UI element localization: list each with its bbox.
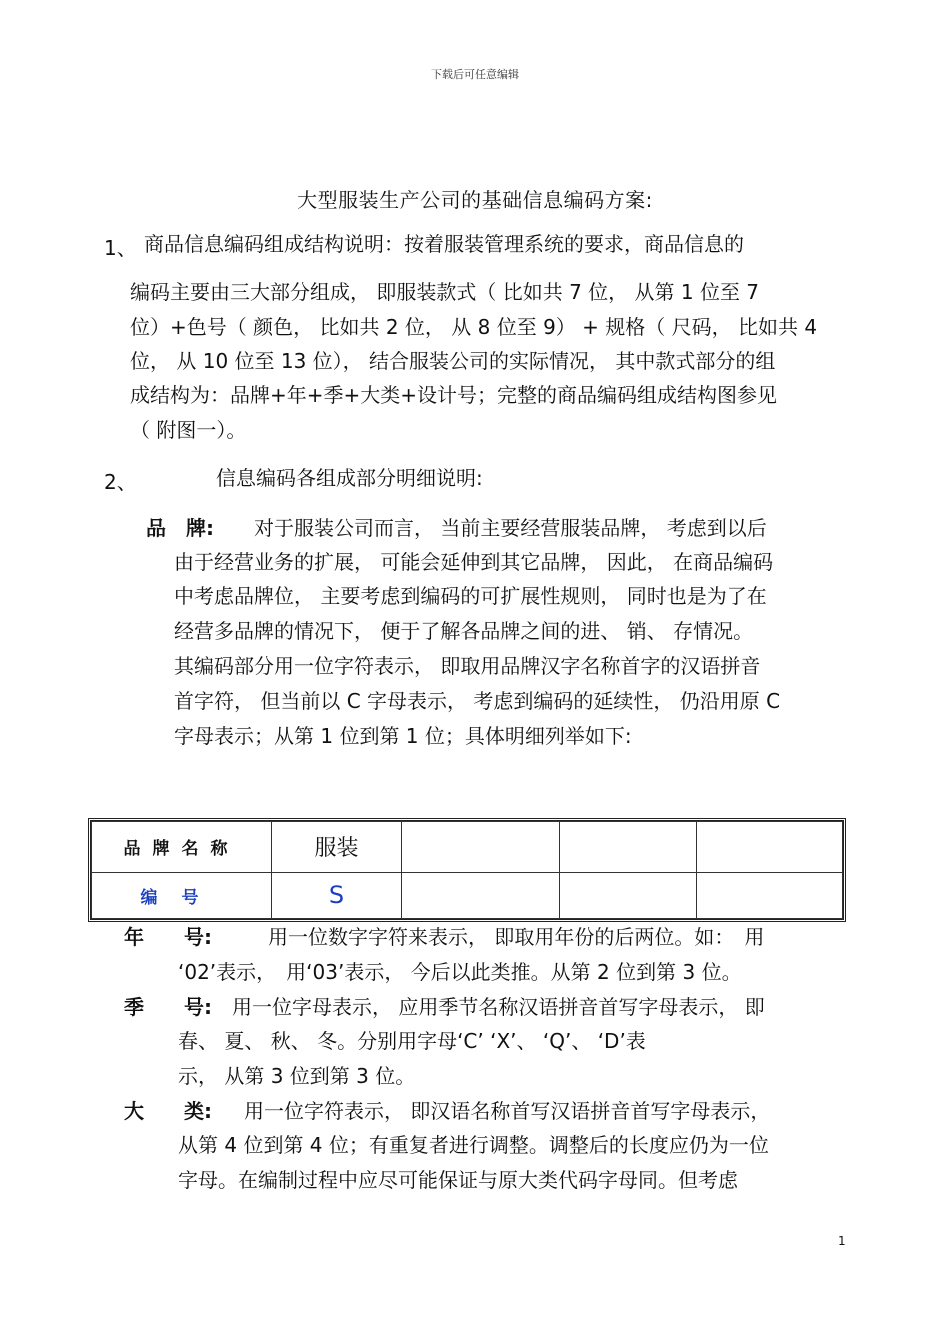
table-cell-empty bbox=[697, 872, 843, 918]
brand-name-header: 品牌名称 bbox=[92, 822, 272, 873]
section2-number: 2、 bbox=[104, 470, 137, 494]
season-line: 示， 从第 3 位到第 3 位。 bbox=[178, 1064, 416, 1088]
brand-line: 中考虑品牌位， 主要考虑到编码的可扩展性规则， 同时也是为了在 bbox=[174, 584, 767, 608]
year-line: ‘02’表示， 用‘03’表示， 今后以此类推。从第 2 位到第 3 位。 bbox=[178, 960, 742, 984]
brand-label: 品 牌: bbox=[146, 516, 214, 540]
brand-code-header: 编号 bbox=[92, 872, 272, 918]
category-line: 用一位字符表示， 即汉语名称首写汉语拼音首写字母表示， bbox=[244, 1099, 771, 1123]
section1-number: 1、 bbox=[104, 236, 137, 260]
document-title: 大型服装生产公司的基础信息编码方案: bbox=[297, 188, 653, 212]
brand-line: 首字符， 但当前以 C 字母表示， 考虑到编码的延续性， 仍沿用原 C bbox=[174, 689, 781, 713]
brand-code-table bbox=[88, 818, 846, 922]
section1-line: 编码主要由三大部分组成， 即服装款式（ 比如共 7 位， 从第 1 位至 7 bbox=[130, 280, 760, 304]
page-number: 1 bbox=[838, 1234, 846, 1248]
brand-line: 对于服装公司而言， 当前主要经营服装品牌， 考虑到以后 bbox=[254, 516, 767, 540]
section1-line: （ 附图一）。 bbox=[130, 418, 247, 442]
season-line: 春、 夏、 秋、 冬。分别用字母‘C’ ‘X’、 ‘Q’、 ‘D’表 bbox=[178, 1029, 646, 1053]
section2-heading: 信息编码各组成部分明细说明: bbox=[216, 466, 483, 490]
table-cell-empty bbox=[697, 822, 843, 873]
brand-name-value: 服装 bbox=[272, 822, 402, 873]
category-line: 字母。在编制过程中应尽可能保证与原大类代码字母同。但考虑 bbox=[178, 1168, 738, 1192]
brand-line: 经营多品牌的情况下， 便于了解各品牌之间的进、 销、 存情况。 bbox=[174, 619, 754, 643]
table-cell-empty bbox=[560, 822, 697, 873]
section1-line: 位， 从 10 位至 13 位）， 结合服装公司的实际情况， 其中款式部分的组 bbox=[130, 349, 776, 373]
section1-line: 成结构为：品牌+年+季+大类+设计号；完整的商品编码组成结构图参见 bbox=[130, 383, 778, 407]
page-header-note: 下载后可任意编辑 bbox=[431, 68, 519, 81]
brand-code-value: S bbox=[272, 872, 402, 918]
season-label: 季 号: bbox=[124, 995, 212, 1019]
brand-line: 字母表示；从第 1 位到第 1 位；具体明细列举如下: bbox=[174, 724, 632, 748]
year-line: 用一位数字字符来表示， 即取用年份的后两位。如： 用 bbox=[268, 925, 765, 949]
table-cell-empty bbox=[402, 872, 560, 918]
season-line: 用一位字母表示， 应用季节名称汉语拼音首写字母表示， 即 bbox=[232, 995, 765, 1019]
brand-line: 其编码部分用一位字符表示， 即取用品牌汉字名称首字的汉语拼音 bbox=[174, 654, 761, 678]
brand-line: 由于经营业务的扩展， 可能会延伸到其它品牌， 因此， 在商品编码 bbox=[174, 550, 774, 574]
section1-line: 商品信息编码组成结构说明：按着服装管理系统的要求，商品信息的 bbox=[144, 232, 744, 256]
year-label: 年 号: bbox=[124, 925, 212, 949]
section1-line: 位）+色号（ 颜色， 比如共 2 位， 从 8 位至 9） + 规格（ 尺码， 比如共 4 bbox=[130, 315, 818, 339]
category-line: 从第 4 位到第 4 位；有重复者进行调整。调整后的长度应仍为一位 bbox=[178, 1133, 769, 1157]
table-cell-empty bbox=[560, 872, 697, 918]
category-label: 大 类: bbox=[124, 1099, 212, 1123]
table-cell-empty bbox=[402, 822, 560, 873]
